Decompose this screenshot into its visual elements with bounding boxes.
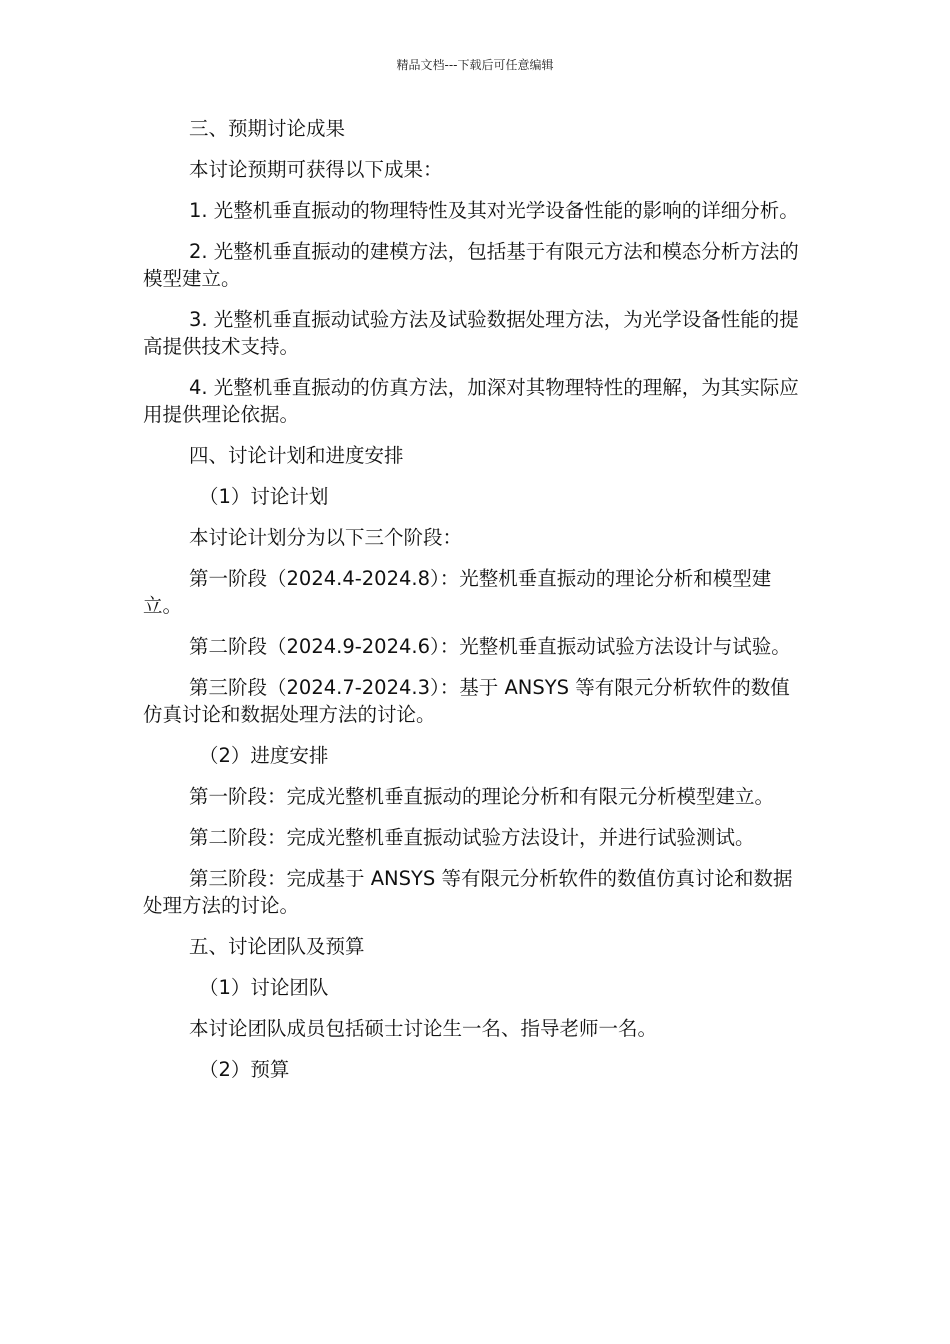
list-item-4: 4. 光整机垂直振动的仿真方法，加深对其物理特性的理解，为其实际应用提供理论依据。 bbox=[143, 376, 799, 426]
phase-2-schedule: 第二阶段：完成光整机垂直振动试验方法设计，并进行试验测试。 bbox=[189, 826, 755, 849]
body-paragraph: 本讨论团队成员包括硕士讨论生一名、指导老师一名。 bbox=[189, 1017, 658, 1040]
subheading-plan: （1）讨论计划 bbox=[199, 485, 329, 508]
phase-1-plan: 第一阶段（2024.4-2024.8）：光整机垂直振动的理论分析和模型建立。 bbox=[143, 567, 772, 617]
phase-1-schedule: 第一阶段：完成光整机垂直振动的理论分析和有限元分析模型建立。 bbox=[189, 785, 775, 808]
body-paragraph: 本讨论预期可获得以下成果： bbox=[189, 158, 443, 181]
section-heading-plan-schedule: 四、讨论计划和进度安排 bbox=[189, 444, 404, 467]
phase-3-plan: 第三阶段（2024.7-2024.3）：基于 ANSYS 等有限元分析软件的数值仿真讨论和数据处理方法的讨论。 bbox=[143, 676, 790, 726]
phase-3-schedule: 第三阶段：完成基于 ANSYS 等有限元分析软件的数值仿真讨论和数据处理方法的讨论。 bbox=[143, 867, 793, 917]
subheading-schedule: （2）进度安排 bbox=[199, 744, 329, 767]
section-heading-expected-results: 三、预期讨论成果 bbox=[189, 117, 346, 140]
phase-2-plan: 第二阶段（2024.9-2024.6）：光整机垂直振动试验方法设计与试验。 bbox=[189, 635, 791, 658]
section-heading-team-budget: 五、讨论团队及预算 bbox=[189, 935, 365, 958]
page-header: 精品文档---下载后可任意编辑 bbox=[396, 58, 554, 72]
subheading-budget: （2）预算 bbox=[199, 1058, 290, 1081]
list-item-1: 1. 光整机垂直振动的物理特性及其对光学设备性能的影响的详细分析。 bbox=[189, 199, 799, 222]
body-paragraph: 本讨论计划分为以下三个阶段： bbox=[189, 526, 463, 549]
list-item-2: 2. 光整机垂直振动的建模方法，包括基于有限元方法和模态分析方法的模型建立。 bbox=[143, 240, 799, 290]
list-item-3: 3. 光整机垂直振动试验方法及试验数据处理方法，为光学设备性能的提高提供技术支持。 bbox=[143, 308, 799, 358]
subheading-team: （1）讨论团队 bbox=[199, 976, 329, 999]
document-body bbox=[143, 115, 808, 1097]
